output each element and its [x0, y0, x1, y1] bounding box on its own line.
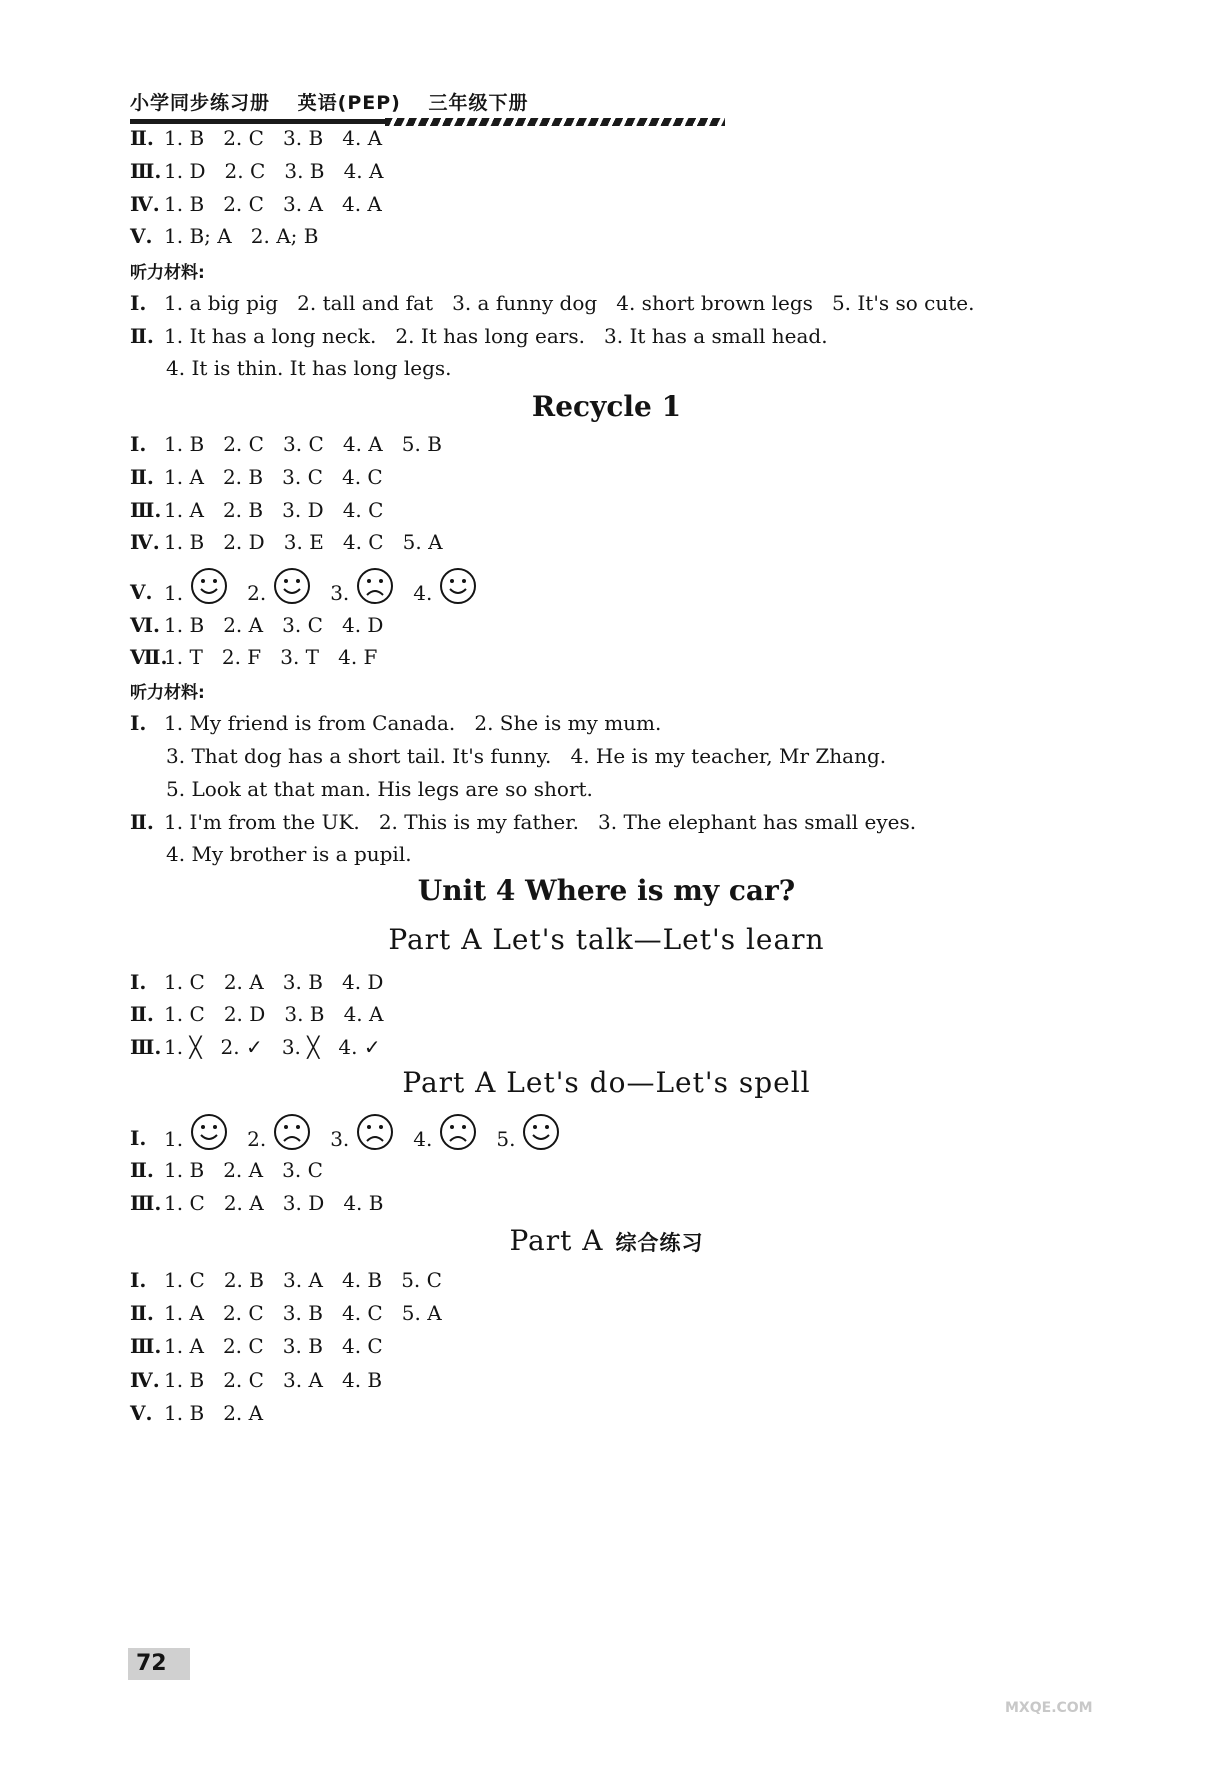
page-number: 72 [128, 1648, 190, 1680]
sad-face-icon [438, 1112, 478, 1152]
answer-row: Ⅳ. 1. B 2. C 3. A 4. A [130, 192, 382, 216]
answer-row: Ⅳ. 1. B 2. C 3. A 4. B [130, 1368, 383, 1392]
answer-row: Ⅲ. 1. D 2. C 3. B 4. A [130, 159, 384, 183]
answer-row: Ⅱ. 1. A 2. C 3. B 4. C 5. A [130, 1301, 442, 1325]
answer-row: Ⅲ. 1. ╳ 2. ✓ 3. ╳ 4. ✓ [130, 1035, 381, 1059]
sad-face-icon [355, 1112, 395, 1152]
running-header [130, 88, 548, 115]
listening-row: Ⅰ. 1. My friend is from Canada. 2. She is my mum. [130, 711, 662, 735]
listening-row: Ⅱ. 1. It has a long neck. 2. It has long ears. 3. It has a small head. [130, 324, 828, 348]
part-title-comprehensive: Part A 综合练习 [509, 1224, 704, 1257]
smile-face-icon [272, 566, 312, 606]
answer-row: Ⅳ. 1. B 2. D 3. E 4. C 5. A [130, 530, 443, 554]
listening-row: Ⅱ. 1. I'm from the UK. 2. This is my father. 3. The elephant has small eyes. [130, 810, 917, 834]
face-answer-row: Ⅴ. 1. 2. 3. 4. [130, 560, 496, 606]
answer-row: Ⅲ. 1. A 2. C 3. B 4. C [130, 1334, 383, 1358]
listening-row: 4. It is thin. It has long legs. [166, 356, 452, 380]
answer-row: Ⅰ. 1. C 2. B 3. A 4. B 5. C [130, 1268, 442, 1292]
watermark: MXQE.COM [1005, 1700, 1093, 1716]
header-book: 小学同步练习册 [130, 92, 271, 114]
answer-row: Ⅴ. 1. B 2. A [130, 1401, 264, 1425]
smile-face-icon [521, 1112, 561, 1152]
listening-row: 4. My brother is a pupil. [166, 842, 412, 866]
part-title-talk-learn: Part A Let's talk—Let's learn [388, 923, 825, 956]
answer-row: Ⅴ. 1. B; A 2. A; B [130, 224, 319, 248]
answer-row: Ⅱ. 1. B 2. A 3. C [130, 1158, 323, 1182]
header-stripes [385, 118, 725, 126]
answer-row: Ⅱ. 1. B 2. C 3. B 4. A [130, 126, 383, 150]
answer-row: Ⅱ. 1. C 2. D 3. B 4. A [130, 1002, 384, 1026]
unit-title: Unit 4 Where is my car? [417, 874, 796, 907]
part-title-do-spell: Part A Let's do—Let's spell [402, 1066, 811, 1099]
recycle-title: Recycle 1 [531, 390, 682, 423]
answer-row: Ⅶ.1. T 2. F 3. T 4. F [130, 645, 378, 669]
listening-row: 3. That dog has a short tail. It's funny. 4. He is my teacher, Mr Zhang. [166, 744, 887, 768]
sad-face-icon [272, 1112, 312, 1152]
smile-face-icon [438, 566, 478, 606]
answer-row: Ⅱ. 1. A 2. B 3. C 4. C [130, 465, 383, 489]
smile-face-icon [189, 566, 229, 606]
answer-row: Ⅵ. 1. B 2. A 3. C 4. D [130, 613, 384, 637]
answer-row: Ⅰ. 1. B 2. C 3. C 4. A 5. B [130, 432, 442, 456]
header-grade: 三年级下册 [428, 92, 529, 114]
answer-row: Ⅲ. 1. C 2. A 3. D 4. B [130, 1191, 384, 1215]
answer-row: Ⅲ. 1. A 2. B 3. D 4. C [130, 498, 384, 522]
listening-row: Ⅰ. 1. a big pig 2. tall and fat 3. a funny dog 4. short brown legs 5. It's so cute. [130, 291, 975, 315]
face-answer-row: Ⅰ. 1. 2. 3. 4. 5. [130, 1106, 579, 1152]
header-subject: 英语(PEP) [297, 92, 401, 114]
listening-label: 听力材料: [130, 683, 205, 703]
sad-face-icon [355, 566, 395, 606]
listening-row: 5. Look at that man. His legs are so short. [166, 777, 593, 801]
smile-face-icon [189, 1112, 229, 1152]
listening-label: 听力材料: [130, 263, 205, 283]
answer-row: Ⅰ. 1. C 2. A 3. B 4. D [130, 970, 384, 994]
